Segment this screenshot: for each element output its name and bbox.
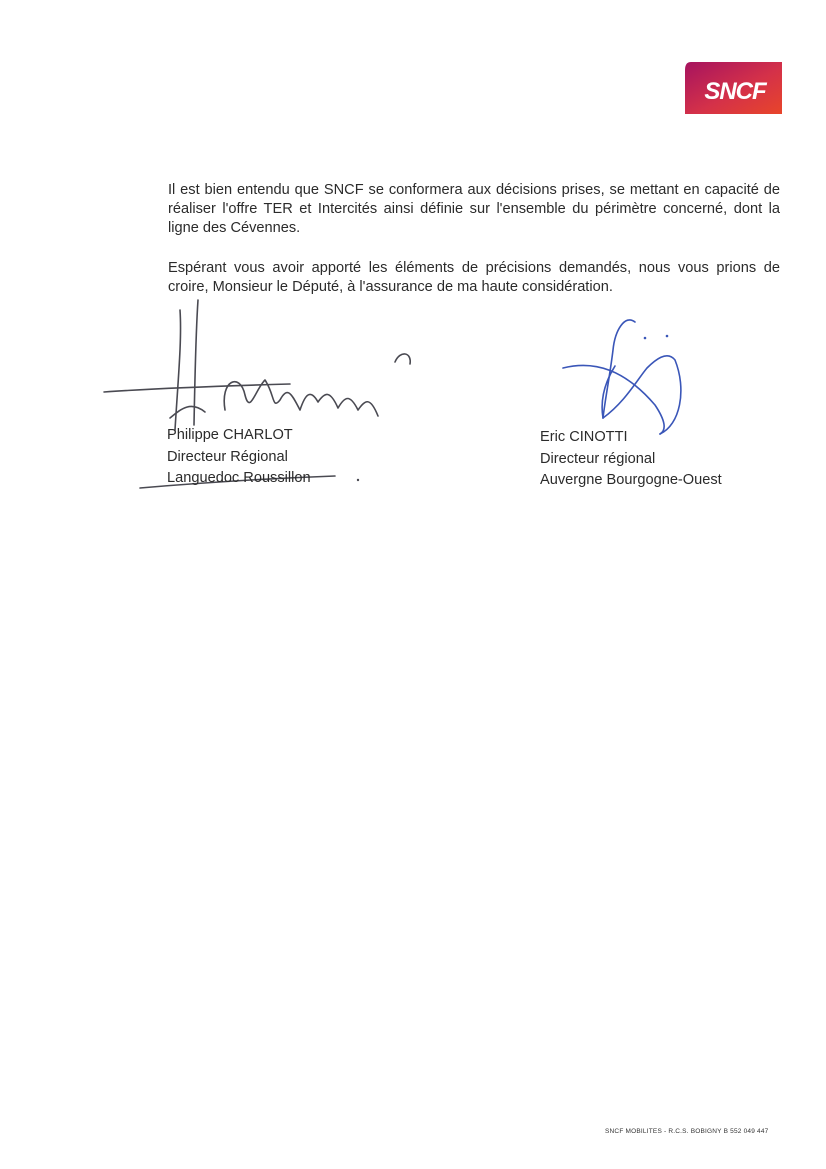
sncf-logo — [685, 62, 782, 114]
signatory-region: Languedoc Roussillon — [167, 470, 311, 486]
sncf-logo-text: SNCF — [704, 78, 766, 105]
signatory-right — [540, 427, 722, 492]
signatory-title: Directeur Régional — [167, 448, 288, 465]
signatory-name: Eric CINOTTI — [540, 429, 628, 445]
signature-eric-cinotti — [555, 310, 695, 440]
signatory-left — [167, 425, 311, 490]
paragraph-commitment: Il est bien entendu que SNCF se conformera aux décisions prises, se mettant en capacité de réaliser l'offre TER et Intercités ainsi définie sur l'ensemble du périmètre concerné, dont la ligne des Cévennes. — [168, 182, 780, 236]
signatory-name: Philippe CHARLOT — [167, 427, 293, 443]
signatory-region: Auvergne Bourgogne-Ouest — [540, 472, 722, 488]
paragraph-closing: Espérant vous avoir apporté les éléments de précisions demandés, nous vous prions de croire, Monsieur le Député, à l'assurance de ma haute considération. — [168, 260, 780, 295]
signatory-title: Directeur régional — [540, 450, 656, 467]
footer-legal-mention: SNCF MOBILITES - R.C.S. BOBIGNY B 552 049 447 — [605, 1128, 769, 1135]
